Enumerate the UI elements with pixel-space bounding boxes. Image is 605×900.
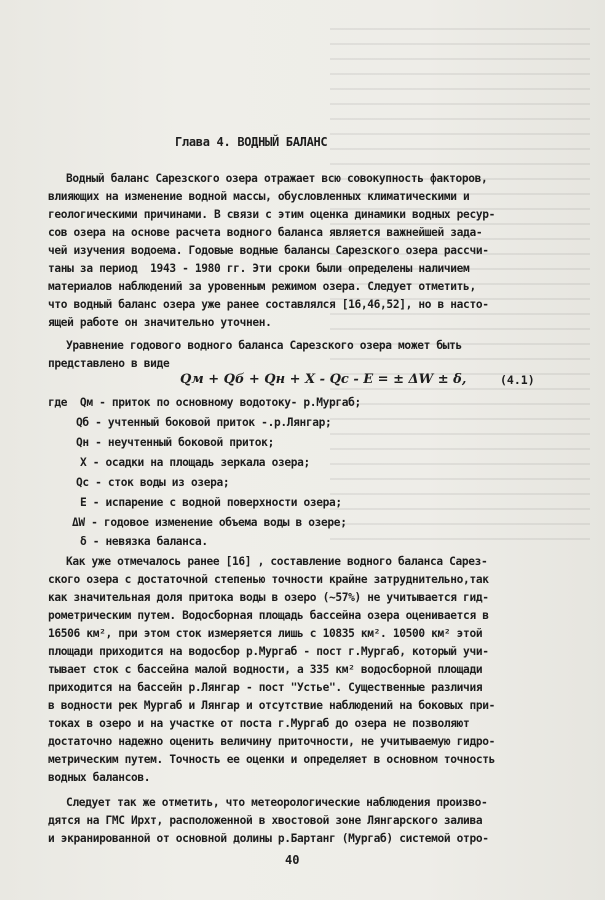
water-balance-equation: Qм + Qб + Qн + X - Qс - E = ± ΔW ± δ,: [180, 372, 467, 387]
para2-line: Уравнение годового водного баланса Сарезского озера может быть: [66, 339, 462, 352]
definition-line: Qн - неучтенный боковой приток;: [76, 436, 274, 449]
para1-line: влияющих на изменение водной массы, обусловленных климатическими и: [48, 190, 470, 203]
para1-line: чей изучения водоема. Годовые водные балансы Сарезского озера рассчи-: [48, 244, 489, 257]
definition-line: где Qм - приток по основному водотоку- р.Мургаб;: [48, 396, 361, 409]
para4-line: дятся на ГМС Ирхт, расположенной в хвостовой зоне Лянгарского залива: [48, 814, 483, 827]
chapter-title: Глава 4. ВОДНЫЙ БАЛАНС: [175, 135, 328, 149]
page-number: 40: [285, 853, 300, 867]
para3-line: приходится на бассейн р.Лянгар - пост "Устье". Существенные различия: [48, 681, 483, 694]
para1-line: сов озера на основе расчета водного баланса является важнейшей зада-: [48, 226, 483, 239]
definition-line: δ - невязка баланса.: [80, 535, 208, 548]
para3-line: метрическим путем. Точность ее оценки и определяет в основном точность: [48, 753, 495, 766]
para3-line: рометрическим путем. Водосборная площадь бассейна озера оценивается в: [48, 609, 489, 622]
para3-line: токах в озеро и на участке от поста г.Мургаб до озера не позволяют: [48, 717, 470, 730]
para3-line: площади приходится на водосбор р.Мургаб - пост г.Мургаб, который учи-: [48, 645, 489, 658]
para3-line: достаточно надежно оценить величину приточности, не учитываемую гидро-: [48, 735, 495, 748]
definition-line: ΔW - годовое изменение объема воды в озере;: [72, 516, 347, 529]
para3-line: водных балансов.: [48, 771, 151, 784]
para3-line: тывает сток с бассейна малой водности, а 335 км² водосборной площади: [48, 663, 483, 676]
para3-line: Как уже отмечалось ранее [16] , составление водного баланса Сарез-: [66, 555, 488, 568]
para4-line: Следует так же отметить, что метеорологические наблюдения произво-: [66, 796, 488, 809]
para1-line: ящей работе он значительно уточнен.: [48, 316, 272, 329]
para1-line: Водный баланс Сарезского озера отражает всю совокупность факторов,: [66, 172, 488, 185]
para3-line: ского озера с достаточной степенью точности крайне затруднительно,так: [48, 573, 489, 586]
definition-line: E - испарение с водной поверхности озера;: [80, 496, 342, 509]
para3-line: в водности рек Мургаб и Лянгар и отсутствие наблюдений на боковых при-: [48, 699, 495, 712]
para1-line: таны за период 1943 - 1980 гг. Эти сроки были определены наличием: [48, 262, 470, 275]
para1-line: геологическими причинами. В связи с этим оценка динамики водных ресур-: [48, 208, 495, 221]
para3-line: 16506 км², при этом сток измеряется лишь с 10835 км². 10500 км² этой: [48, 627, 483, 640]
para2-line: представлено в виде: [48, 357, 170, 370]
para3-line: как значительная доля притока воды в озеро (~57%) не учитывается гид-: [48, 591, 489, 604]
definition-line: Qс - сток воды из озера;: [76, 476, 230, 489]
definition-line: Qб - учтенный боковой приток -.р.Лянгар;: [76, 416, 332, 429]
definition-line: X - осадки на площадь зеркала озера;: [80, 456, 310, 469]
equation-number: (4.1): [500, 373, 535, 387]
para4-line: и экранированной от основной долины р.Бартанг (Мургаб) системой отро-: [48, 832, 489, 845]
para1-line: что водный баланс озера уже ранее составлялся [16,46,52], но в насто-: [48, 298, 489, 311]
para1-line: материалов наблюдений за уровенным режимом озера. Следует отметить,: [48, 280, 476, 293]
